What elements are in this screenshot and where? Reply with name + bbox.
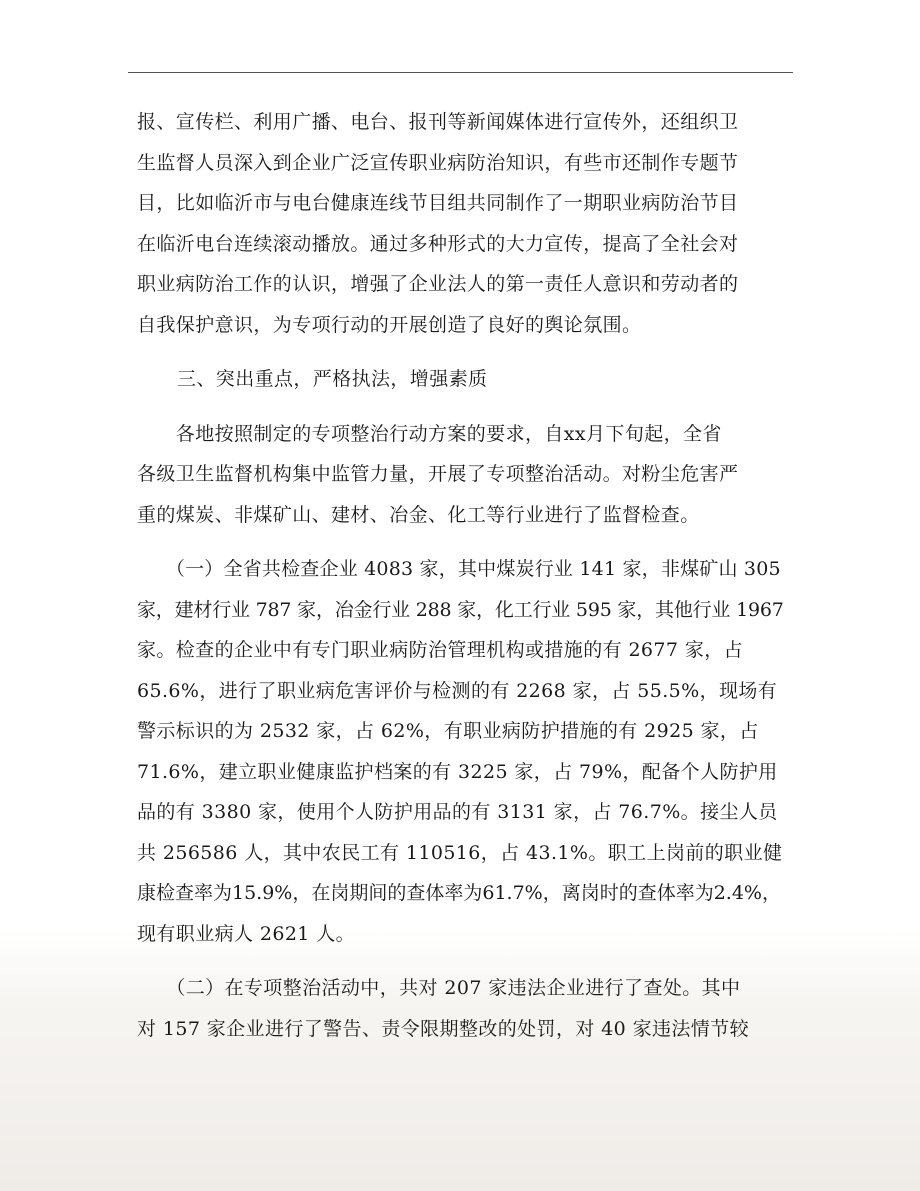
document-body <box>137 102 785 1049</box>
text-line: 重的煤炭、非煤矿山、建材、冶金、化工等行业进行了监督检查。 <box>137 503 700 526</box>
text-line: 在临沂电台连续滚动播放。通过多种形式的大力宣传，提高了全社会对 <box>137 232 739 255</box>
paragraph-intro <box>137 414 785 536</box>
text-line: 职业病防治工作的认识，增强了企业法人的第一责任人意识和劳动者的 <box>137 273 739 295</box>
text-line: 家，建材行业 787 家，冶金行业 288 家，化工行业 595 家，其他行业 1967 <box>137 598 784 621</box>
text-line: 品的有 3380 家，使用个人防护用品的有 3131 家，占 76.7%。接尘人员 <box>137 801 778 823</box>
text-line: 自我保护意识，为专项行动的开展创造了良好的舆论氛围。 <box>137 313 642 336</box>
text-line: 各地按照制定的专项整治行动方案的要求，自xx月下旬起，全省 <box>137 422 722 445</box>
text-line: （二）在专项整治活动中，共对 207 家违法企业进行了查处。其中 <box>137 977 741 999</box>
text-line: 各级卫生监督机构集中监管力量，开展了专项整治活动。对粉尘危害严 <box>137 463 739 485</box>
text-line: 警示标识的为 2532 家，占 62%，有职业病防护措施的有 2925 家，占 <box>137 720 759 742</box>
header-rule <box>128 72 793 73</box>
text-line: 共 256586 人，其中农民工有 110516，占 43.1%。职工上岗前的职业健 <box>137 841 783 864</box>
text-line: 目，比如临沂市与电台健康连线节目组共同制作了一期职业病防治节目 <box>137 192 739 214</box>
heading-line: 三、突出重点，严格执法，增强素质 <box>177 368 488 390</box>
text-line: 71.6%，建立职业健康监护档案的有 3225 家，占 79%，配备个人防护用 <box>137 760 778 783</box>
text-line: 对 157 家企业进行了警告、责令限期整改的处罚，对 40 家违法情节较 <box>137 1017 750 1040</box>
paragraph-continuation <box>137 102 785 345</box>
paragraph-item-2 <box>137 968 785 1049</box>
text-line: 报、宣传栏、利用广播、电台、报刊等新闻媒体进行宣传外，还组织卫 <box>137 111 739 133</box>
section-heading <box>137 359 785 400</box>
paragraph-item-1 <box>137 549 785 954</box>
text-line: 家。检查的企业中有专门职业病防治管理机构或措施的有 2677 家，占 <box>137 639 744 661</box>
text-line: 生监督人员深入到企业广泛宣传职业病防治知识，有些市还制作专题节 <box>137 151 739 174</box>
text-line: 现有职业病人 2621 人。 <box>137 922 356 945</box>
text-line: 65.6%，进行了职业病危害评价与检测的有 2268 家，占 55.5%，现场有 <box>137 679 778 702</box>
text-line: 康检查率为15.9%，在岗期间的查体率为61.7%，离岗时的查体率为2.4%， <box>137 882 781 904</box>
text-line: （一）全省共检查企业 4083 家，其中煤炭行业 141 家，非煤矿山 305 <box>137 558 781 580</box>
